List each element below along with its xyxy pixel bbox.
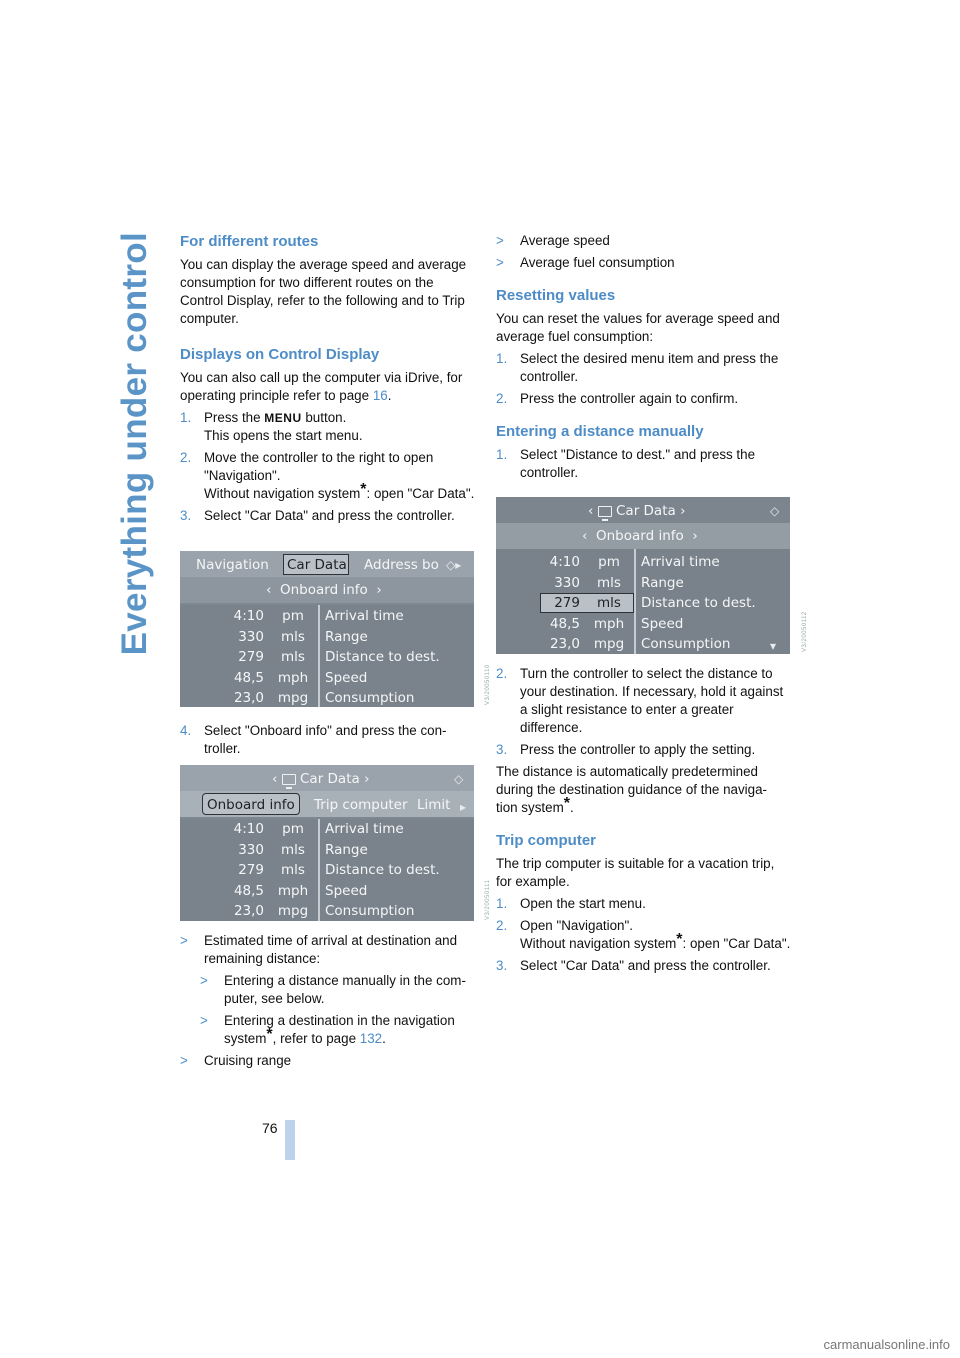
manual-step-1: 1. Select "Distance to dest." and press the controller. xyxy=(496,447,756,480)
row-unit: mph xyxy=(277,669,309,686)
row-unit: pm xyxy=(282,608,304,624)
trip-step-3: 3. Select "Car Data" and press the controller. xyxy=(496,958,771,973)
row-unit: mls xyxy=(281,628,305,645)
row-value: 4:10 xyxy=(233,608,264,624)
chapter-side-title: Everything under control xyxy=(115,232,154,656)
screenshot-navigation-car-data xyxy=(180,551,474,707)
row-label: Arrival time xyxy=(325,608,404,624)
paragraph-trip-computer: The trip computer is suitable for a vacation trip, for example. xyxy=(496,856,775,889)
row-label: Arrival time xyxy=(641,554,720,570)
manual-step-2: 2. Turn the controller to select the distance to your destination. If necessary, hold it against a slight resistance to enter a greater difference. xyxy=(496,666,784,735)
row-label: Arrival time xyxy=(325,821,404,837)
row-label: Consumption xyxy=(641,636,731,652)
reset-step-1: 1. Select the desired menu item and press the controller. xyxy=(496,351,779,384)
tab-navigation: Navigation xyxy=(196,557,269,573)
left-column xyxy=(180,232,475,525)
left-bullets xyxy=(180,932,475,1070)
controller-arrows-icon: ◇ xyxy=(770,504,780,518)
tab-car-data-selected: Car Data xyxy=(283,554,349,575)
image-code: V3/20050112 xyxy=(802,611,808,652)
monitor-icon xyxy=(282,774,296,785)
row-label: Distance to dest. xyxy=(325,862,440,878)
watermark: carmanualsonline.info xyxy=(823,1337,950,1352)
row-value: 23,0 xyxy=(233,690,264,706)
row-unit: mls xyxy=(597,595,621,611)
row-label: Speed xyxy=(325,669,368,686)
tab-limit: Limit xyxy=(417,797,451,813)
bullet-destination: > Entering a destination in the navigation system*, refer to page 132. xyxy=(200,1013,455,1046)
row-label: Distance to dest. xyxy=(641,595,756,611)
row-label: Distance to dest. xyxy=(325,649,440,665)
row-value: 279 xyxy=(554,595,580,611)
title-car-data: ‹ Car Data › xyxy=(588,503,686,519)
step-3: 3. Select "Car Data" and press the controller. xyxy=(180,508,455,523)
row-value: 330 xyxy=(554,574,580,591)
paragraph-displays: You can also call up the computer via iDrive, for operating principle refer to page 16. xyxy=(180,370,463,403)
row-unit: mls xyxy=(597,574,621,591)
bullet-average-speed: > Average speed xyxy=(496,233,610,248)
row-unit: mph xyxy=(277,882,309,899)
controller-arrows-icon: ◇ xyxy=(454,772,464,786)
row-value: 4:10 xyxy=(549,554,580,570)
step-4: 4. Select "Onboard info" and press the con- troller. xyxy=(180,723,447,756)
row-label: Consumption xyxy=(325,690,415,706)
step-2: 2. Move the controller to the right to open "Navigation". Without navigation system*: open "Car Data". xyxy=(180,450,475,501)
tab-address-book: Address bo xyxy=(364,557,439,573)
row-unit: mph xyxy=(593,615,625,632)
row-value: 23,0 xyxy=(549,636,580,652)
page-link-16[interactable]: 16 xyxy=(372,388,388,403)
bullet-distance-manual: > Entering a distance manually in the com- puter, see below. xyxy=(200,973,466,1006)
row-value: 330 xyxy=(238,628,264,645)
row-label: Range xyxy=(325,628,368,645)
submenu-onboard-info: ‹ Onboard info › xyxy=(582,528,698,544)
chevron-right-icon: ▸ xyxy=(460,800,467,814)
monitor-icon xyxy=(598,506,612,517)
row-unit: mpg xyxy=(593,636,625,652)
row-value: 48,5 xyxy=(233,882,264,899)
row-label: Range xyxy=(641,574,684,591)
screenshot-distance-to-dest xyxy=(496,497,790,654)
step-1: 1. Press the MENU button. This opens the start menu. xyxy=(180,410,363,443)
manual-step-3: 3. Press the controller to apply the setting. xyxy=(496,742,756,757)
controller-arrows-icon: ◇▸ xyxy=(446,558,462,572)
image-code: V3/20050110 xyxy=(485,664,491,705)
row-value: 279 xyxy=(238,649,264,665)
screenshot-onboard-info xyxy=(180,765,474,921)
page-number: 76 xyxy=(262,1120,278,1136)
heading-resetting: Resetting values xyxy=(496,287,616,304)
row-label: Range xyxy=(325,841,368,858)
row-unit: pm xyxy=(282,821,304,837)
trip-step-2: 2. Open "Navigation". Without navigation system*: open "Car Data". xyxy=(496,918,791,951)
row-unit: mls xyxy=(281,649,305,665)
heading-displays: Displays on Control Display xyxy=(180,346,380,363)
row-unit: pm xyxy=(598,554,620,570)
row-unit: mpg xyxy=(277,690,309,706)
submenu-onboard-info: ‹ Onboard info › xyxy=(266,582,382,598)
row-label: Consumption xyxy=(325,903,415,919)
paragraph-different-routes: You can display the average speed and average consumption for two different routes on the Control Display, refer to the following and to Trip computer. xyxy=(180,257,467,326)
paragraph-resetting: You can reset the values for average speed and average fuel consumption: xyxy=(496,311,780,344)
scroll-down-icon: ▾ xyxy=(770,639,777,653)
heading-different-routes: For different routes xyxy=(180,233,319,250)
heading-entering-distance: Entering a distance manually xyxy=(496,423,704,440)
row-value: 48,5 xyxy=(549,615,580,632)
bullet-arrival: > Estimated time of arrival at destination and remaining distance: xyxy=(180,933,458,966)
row-unit: mls xyxy=(281,862,305,878)
right-column-lower xyxy=(496,665,791,975)
trip-step-1: 1. Open the start menu. xyxy=(496,896,646,911)
bullet-average-fuel: > Average fuel consumption xyxy=(496,255,675,270)
page-link-132[interactable]: 132 xyxy=(359,1031,383,1046)
heading-trip-computer: Trip computer xyxy=(496,832,597,849)
paragraph-auto-distance: The distance is automatically predetermined during the destination guidance of the naviga- tion system*. xyxy=(496,764,767,815)
tab-onboard-info-selected: Onboard info xyxy=(202,793,300,815)
page-number-bar xyxy=(285,1120,295,1160)
row-label: Speed xyxy=(325,882,368,899)
row-value: 279 xyxy=(238,862,264,878)
image-code: V3/20050111 xyxy=(485,879,491,920)
row-label: Speed xyxy=(641,615,684,632)
row-value: 4:10 xyxy=(233,821,264,837)
right-column xyxy=(496,232,791,482)
row-unit: mpg xyxy=(277,903,309,919)
reset-step-2: 2. Press the controller again to confirm. xyxy=(496,391,739,406)
bullet-cruising-range: > Cruising range xyxy=(180,1053,292,1068)
row-value: 23,0 xyxy=(233,903,264,919)
menu-key-label: MENU xyxy=(264,411,302,425)
title-car-data: ‹ Car Data › xyxy=(272,771,370,787)
tab-trip-computer: Trip computer xyxy=(314,797,408,813)
row-unit: mls xyxy=(281,841,305,858)
row-value: 330 xyxy=(238,841,264,858)
row-value: 48,5 xyxy=(233,669,264,686)
asterisk-mark: * xyxy=(360,481,367,498)
